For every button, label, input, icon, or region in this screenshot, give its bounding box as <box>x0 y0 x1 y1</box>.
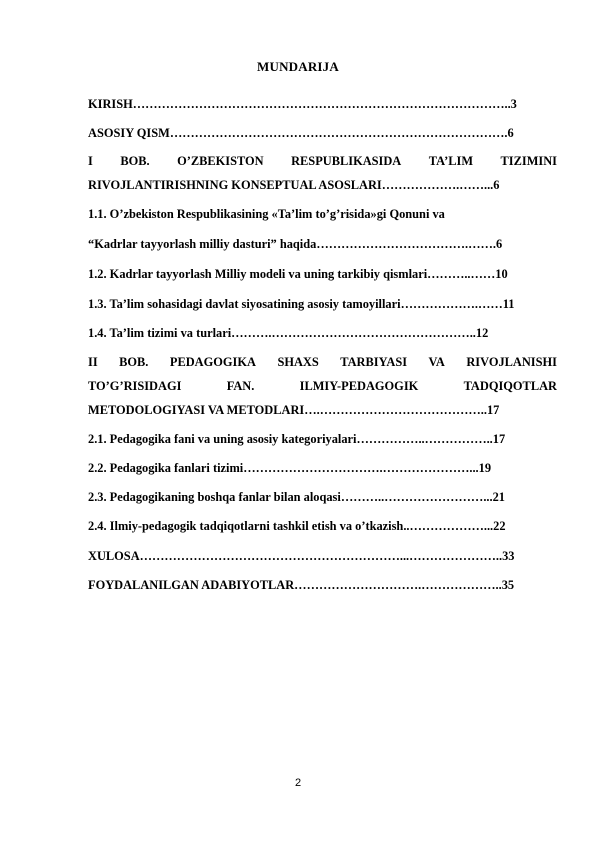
toc-entry-bob2-line1 <box>88 354 557 370</box>
toc-entry-foydalanilgan-adabiyotlar: FOYDALANILGAN ADABIYOTLAR………………………….………………..35 <box>88 578 515 592</box>
toc-word: RIVOJLANISHI <box>466 355 557 369</box>
toc-entry-1-4: 1.4. Ta’lim tizimi va turlari……….…………………………………………..12 <box>88 326 489 340</box>
toc-word: TO’G’RISIDAGI <box>88 379 182 393</box>
toc-word: TIZIMINI <box>500 154 557 168</box>
toc-entry-1-2: 1.2. Kadrlar tayyorlash Milliy modeli va uning tarkibiy qismlari………..……10 <box>88 267 508 281</box>
toc-word: RESPUBLIKASIDA <box>291 154 402 168</box>
page-title: MUNDARIJA <box>257 59 339 74</box>
toc-word: TA’LIM <box>428 154 474 168</box>
toc-entry-2-1: 2.1. Pedagogika fani va uning asosiy kategoriyalari……………..……………..17 <box>88 432 506 446</box>
toc-entry-bob1-line2: RIVOJLANTIRISHNING KONSEPTUAL ASOSLARI……………….……...6 <box>88 178 500 192</box>
toc-entry-1-1-line1: 1.1. O’zbekiston Respublikasining «Ta’lim to’g’risida»gi Qonuni va <box>88 207 445 221</box>
toc-word: I <box>88 154 93 168</box>
toc-entry-bob2-line2 <box>88 378 557 394</box>
toc-entry-bob2-line3: METODOLOGIYASI VA METODLARI….…………………………………..17 <box>88 403 500 417</box>
toc-word: FAN. <box>226 379 255 393</box>
toc-entry-kirish: KIRISH………………………………………………………………………………..3 <box>88 97 517 111</box>
toc-entry-asosiy-qism: ASOSIY QISM……………………………………………………………………….6 <box>88 126 514 140</box>
toc-entry-2-4: 2.4. Ilmiy-pedagogik tadqiqotlarni tashkil etish va o’tkazish..………………...22 <box>88 519 506 533</box>
page-number: 2 <box>294 777 302 789</box>
toc-entry-bob1-line1 <box>88 153 557 169</box>
toc-entry-2-2: 2.2. Pedagogika fanlari tizimi…………………………….…………………...19 <box>88 461 492 475</box>
toc-entry-1-1-line2: “Kadrlar tayyorlash milliy dasturi” haqida……………………………….…….6 <box>88 237 503 251</box>
toc-word: II <box>88 355 98 369</box>
toc-word: BOB. <box>120 154 150 168</box>
toc-word: TADQIQOTLAR <box>463 379 557 393</box>
toc-word: O’ZBEKISTON <box>177 154 264 168</box>
toc-entry-1-3: 1.3. Ta’lim sohasidagi davlat siyosatining asosiy tamoyillari……………….……11 <box>88 297 515 311</box>
toc-word: PEDAGOGIKA <box>169 355 256 369</box>
toc-word: TARBIYASI <box>340 355 408 369</box>
toc-word: SHAXS <box>277 355 319 369</box>
toc-word: VA <box>428 355 445 369</box>
toc-entry-xulosa: XULOSA………………………………………………………...…………………..33 <box>88 549 515 563</box>
toc-word: BOB. <box>119 355 149 369</box>
toc-word: ILMIY-PEDAGOGIK <box>299 379 419 393</box>
toc-entry-2-3: 2.3. Pedagogikaning boshqa fanlar bilan aloqasi………..……………………...21 <box>88 490 505 504</box>
